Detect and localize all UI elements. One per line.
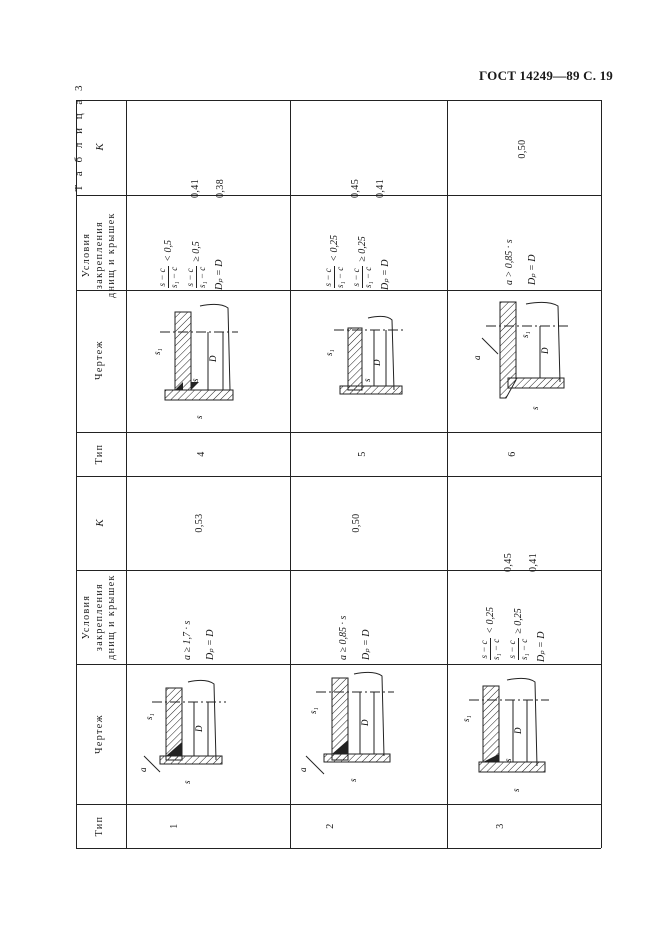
conditions-cell [324, 200, 394, 290]
label-s1: s₁ [461, 715, 471, 722]
k-value-line: 0,45 [503, 552, 514, 572]
grid-line [76, 664, 601, 665]
label-s1: s₁ [520, 331, 530, 338]
weld-drawing-type-4 [150, 300, 245, 420]
condition-line: a ≥ 1,7 · s [182, 620, 193, 660]
fraction-denominator: s₁ − c [491, 638, 501, 660]
header-conditions-line: днищ и крышек [106, 574, 117, 660]
label-s1: s₁ [144, 713, 154, 720]
conditions-cell [480, 572, 550, 662]
condition-line: Dₚ = D [536, 631, 547, 662]
type-number: 2 [325, 823, 336, 829]
k-value-line: 0,45 [350, 178, 361, 198]
weld-drawing-type-6 [470, 298, 575, 418]
grid-line [601, 100, 602, 848]
type-number: 1 [169, 823, 180, 829]
label-s: s [362, 378, 372, 382]
grid-line [76, 100, 77, 848]
fraction-numerator: s − c [185, 268, 195, 287]
k-value: 0,53 [194, 513, 205, 533]
type-number: 6 [507, 451, 518, 457]
fraction-denominator: s₁ − c [197, 266, 207, 288]
fraction-numerator: s − c [157, 268, 167, 287]
grid-line [76, 100, 601, 101]
label-s: s [511, 788, 521, 792]
k-value-line: 0,38 [215, 178, 226, 198]
condition-line: a > 0,85 · s [504, 239, 515, 285]
header-drawing-lower: Чертеж [94, 714, 105, 754]
grid-line [76, 432, 601, 433]
condition-relation: ≥ 0,25 [513, 608, 524, 634]
condition-relation: < 0,5 [163, 240, 174, 262]
fraction-denominator: s₁ − c [363, 266, 373, 288]
header-k-upper: K [94, 143, 106, 151]
label-a: a [472, 355, 482, 360]
condition-line [324, 235, 345, 290]
header-conditions-line: закрепления [93, 220, 105, 290]
grid-line [447, 100, 448, 848]
condition-line: Dₚ = D [527, 254, 538, 285]
condition-relation: ≥ 0,5 [191, 241, 202, 262]
k-value-line: 0,41 [375, 178, 386, 198]
label-s1: s₁ [152, 348, 162, 355]
header-conditions-line: Условия [81, 594, 92, 640]
condition-relation: ≥ 0,25 [357, 236, 368, 262]
label-s1: s₁ [324, 349, 334, 356]
grid-line [76, 804, 601, 805]
label-s: s [182, 780, 192, 784]
condition-relation: < 0,25 [485, 607, 496, 634]
header-drawing-upper: Чертеж [94, 340, 105, 380]
grid-line [76, 195, 601, 196]
grid-line [76, 848, 601, 849]
fraction-denominator: s₁ − c [519, 638, 529, 660]
condition-line: Dₚ = D [380, 259, 391, 290]
label-s: s [194, 415, 204, 419]
label-D: D [208, 355, 218, 362]
label-a: a [298, 767, 308, 772]
condition-line: Dₚ = D [205, 629, 216, 660]
weld-drawing-type-1 [138, 676, 233, 794]
k-value-line: 0,41 [190, 178, 201, 198]
type-number: 3 [495, 823, 506, 829]
type-number: 4 [196, 451, 207, 457]
label-s1: s₁ [308, 707, 318, 714]
label-D: D [194, 725, 204, 732]
label-D: D [372, 359, 382, 366]
header-type-upper: Тип [94, 443, 105, 465]
k-value-line: 0,41 [528, 552, 539, 572]
header-k-lower: K [94, 519, 106, 527]
condition-line [158, 240, 179, 290]
weld-drawing-type-2 [298, 670, 398, 792]
fraction-denominator: s₁ − c [169, 266, 179, 288]
label-s: s [190, 378, 200, 382]
condition-line [508, 608, 529, 662]
label-D: D [513, 727, 523, 734]
condition-line [186, 241, 207, 290]
k-value [190, 118, 226, 198]
type-number: 5 [357, 451, 368, 457]
grid-line [76, 290, 601, 291]
condition-relation: < 0,25 [329, 235, 340, 262]
fraction-denominator: s₁ − c [335, 266, 345, 288]
label-a: a [138, 767, 148, 772]
weld-drawing-type-3 [455, 676, 555, 794]
label-s: s [530, 406, 540, 410]
condition-line [480, 607, 501, 662]
fraction-numerator: s − c [507, 640, 517, 659]
condition-line [352, 236, 373, 290]
table-caption: Т а б л и ц а 3 [73, 82, 85, 192]
header-conditions-upper [81, 205, 121, 305]
k-value [350, 118, 386, 198]
label-D: D [540, 347, 550, 354]
header-type-lower: Тип [94, 815, 105, 837]
k-value: 0,50 [517, 139, 528, 159]
label-s: s [348, 778, 358, 782]
fraction-numerator: s − c [479, 640, 489, 659]
conditions-cell [182, 580, 222, 660]
conditions-cell [338, 580, 378, 660]
condition-line: Dₚ = D [214, 259, 225, 290]
grid-line [290, 100, 291, 848]
header-conditions-line: Условия [81, 232, 92, 278]
condition-line: a ≥ 0,85 · s [338, 615, 349, 660]
header-conditions-line: днищ и крышек [106, 212, 117, 298]
page-header: ГОСТ 14249—89 С. 19 [479, 68, 613, 83]
k-value: 0,50 [351, 513, 362, 533]
fraction-numerator: s − c [351, 268, 361, 287]
header-conditions-lower [81, 567, 121, 667]
label-D: D [360, 719, 370, 726]
grid-line [126, 100, 127, 848]
conditions-cell [504, 205, 544, 285]
grid-line [76, 476, 601, 477]
conditions-cell [158, 200, 228, 290]
header-conditions-line: закрепления [93, 582, 105, 652]
fraction-numerator: s − c [323, 268, 333, 287]
weld-drawing-type-5 [320, 310, 410, 415]
label-s: s [503, 758, 513, 762]
condition-line: Dₚ = D [361, 629, 372, 660]
k-value [503, 492, 539, 572]
